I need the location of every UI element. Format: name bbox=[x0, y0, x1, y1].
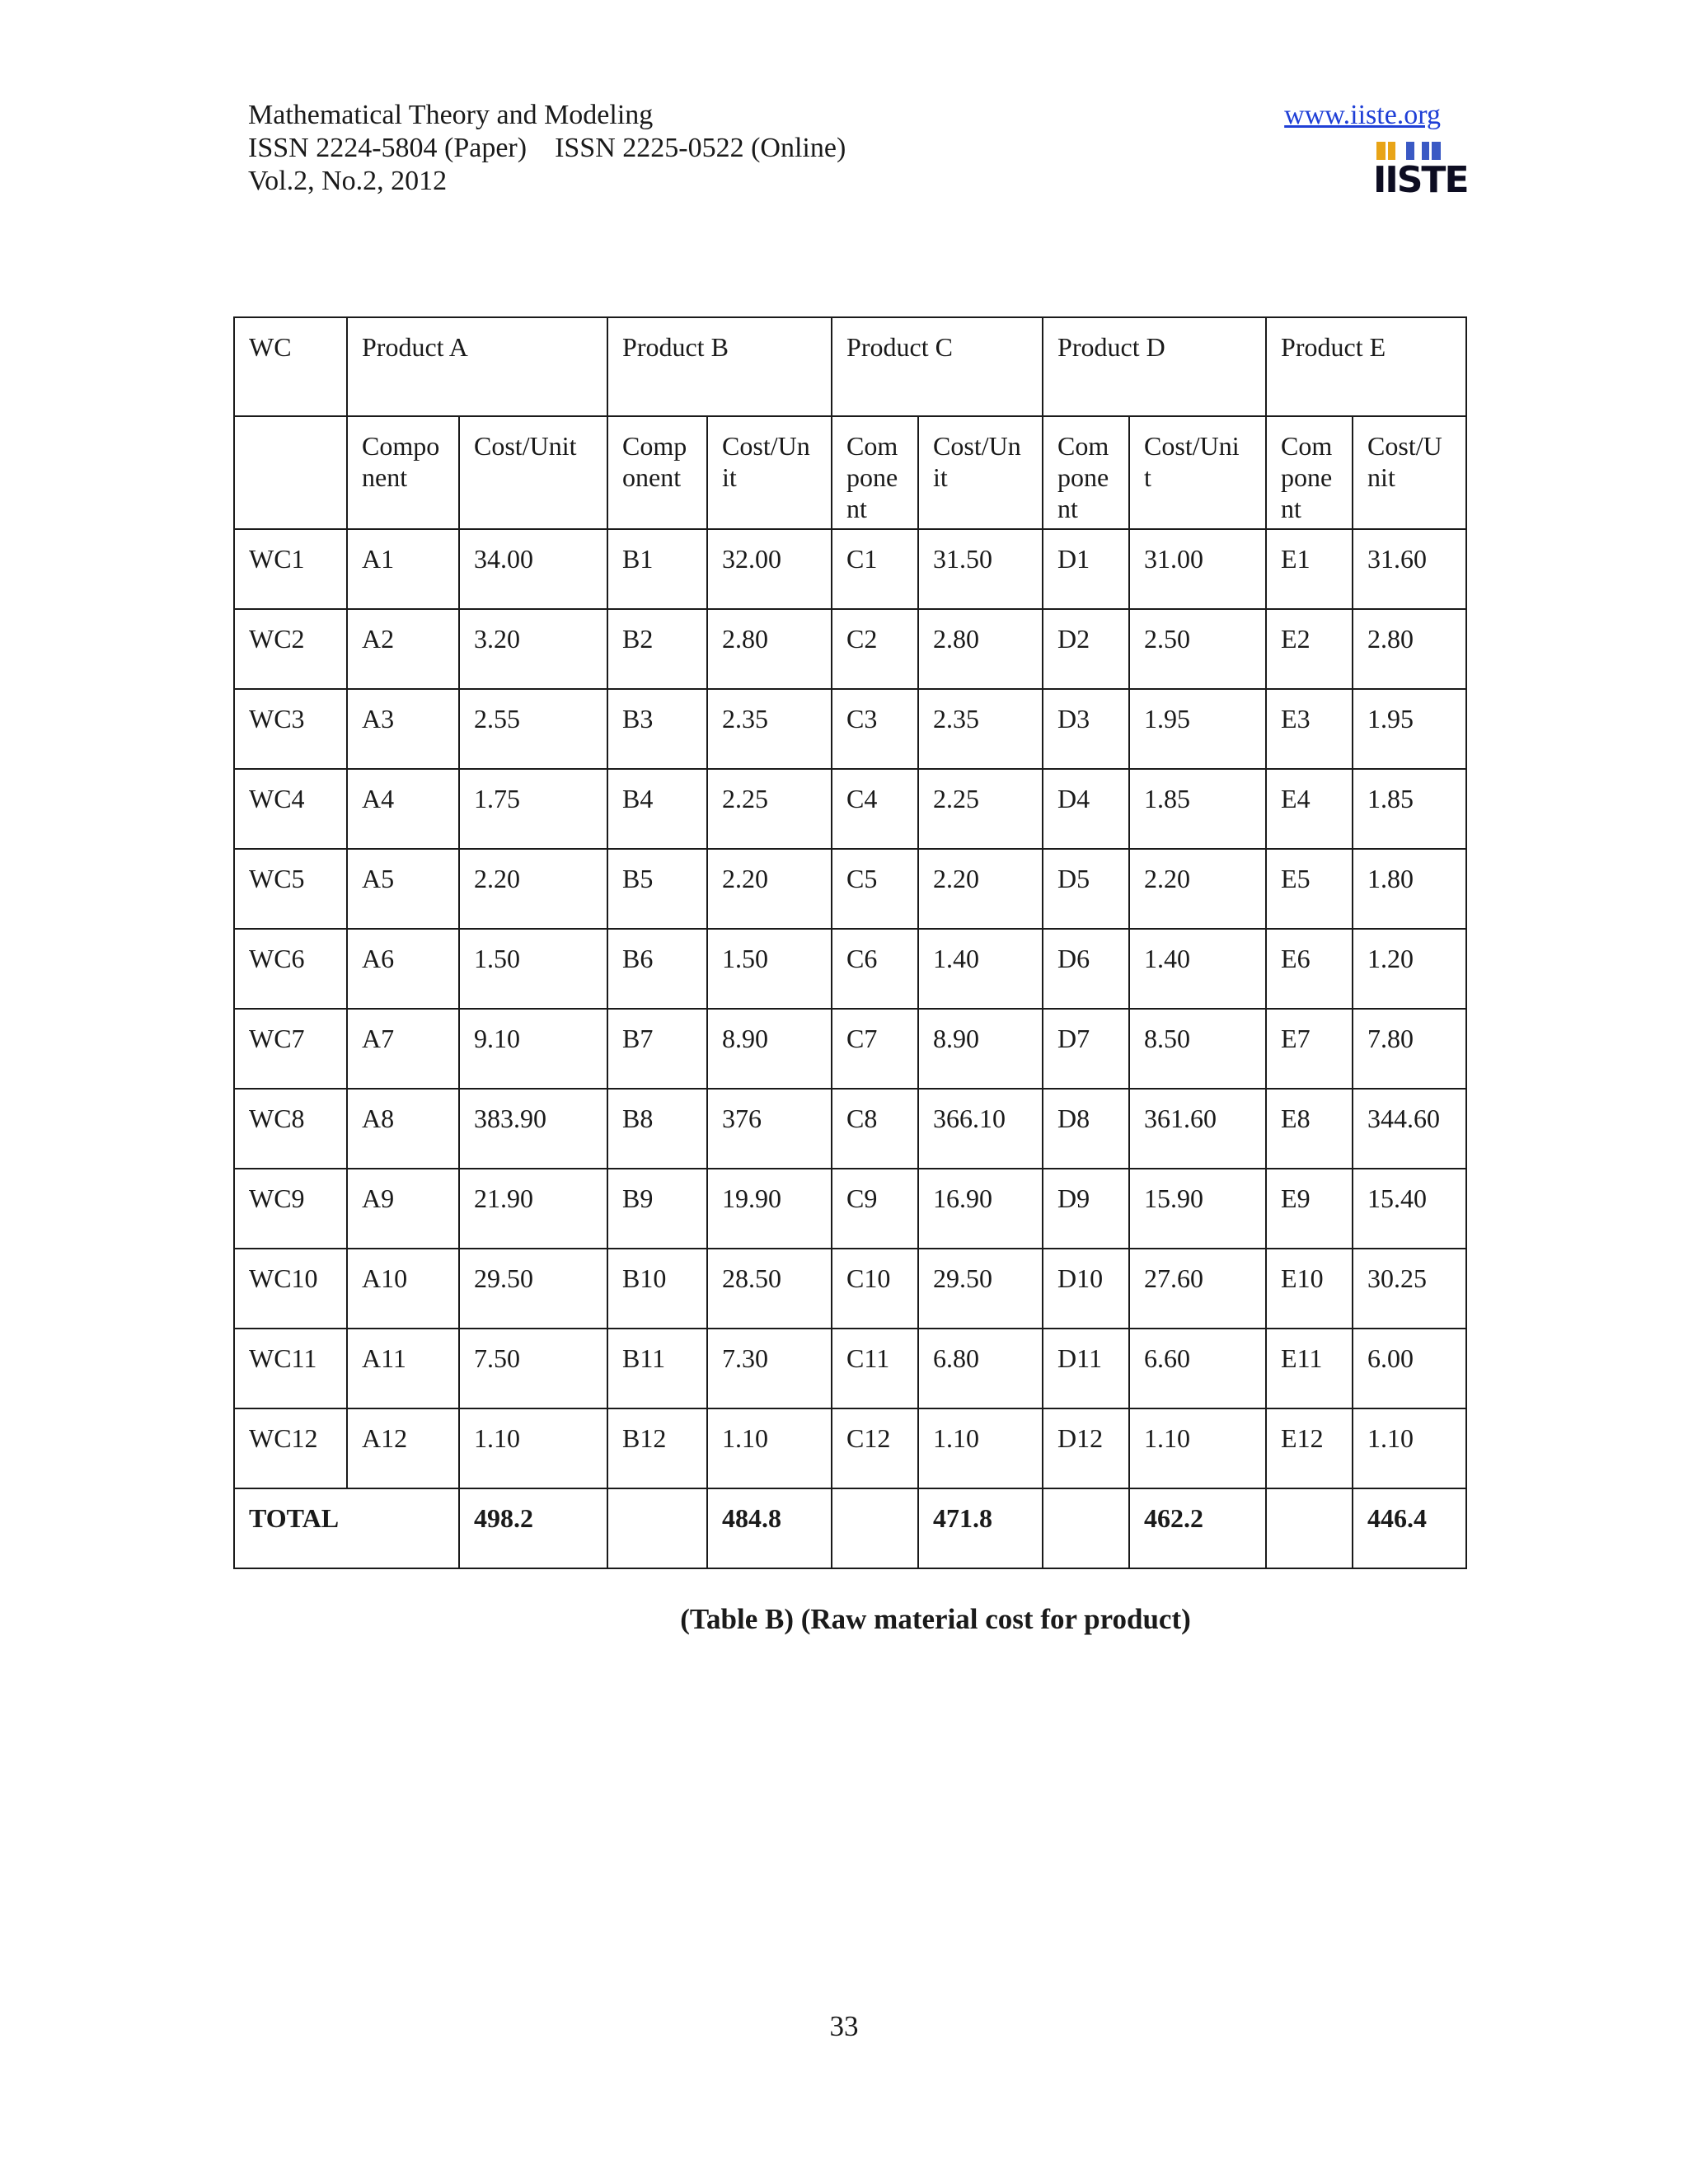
component-cell: E2 bbox=[1266, 609, 1353, 689]
component-cell: E6 bbox=[1266, 929, 1353, 1009]
component-cell: B5 bbox=[607, 849, 707, 929]
component-cell: C10 bbox=[832, 1249, 918, 1329]
cost-cell: 344.60 bbox=[1353, 1089, 1466, 1169]
component-cell: A7 bbox=[347, 1009, 459, 1089]
component-cell: E7 bbox=[1266, 1009, 1353, 1089]
wc-cell: WC1 bbox=[234, 529, 347, 609]
cost-cell: 376 bbox=[707, 1089, 832, 1169]
component-cell: E1 bbox=[1266, 529, 1353, 609]
component-cell: C5 bbox=[832, 849, 918, 929]
logo-bar bbox=[1388, 142, 1395, 160]
cost-cell: 7.50 bbox=[459, 1329, 607, 1408]
cost-cell: 1.75 bbox=[459, 769, 607, 849]
wc-cell: WC12 bbox=[234, 1408, 347, 1488]
component-header-cell: Compo nent bbox=[347, 416, 459, 529]
component-cell: B4 bbox=[607, 769, 707, 849]
component-cell: A8 bbox=[347, 1089, 459, 1169]
cost-cell: 2.80 bbox=[918, 609, 1043, 689]
wc-cell: WC11 bbox=[234, 1329, 347, 1408]
product-header-cell: Product A bbox=[347, 317, 607, 416]
component-cell: A1 bbox=[347, 529, 459, 609]
cost-cell: 1.10 bbox=[459, 1408, 607, 1488]
logo-wordmark: IISTE bbox=[1373, 159, 1468, 201]
component-cell: B2 bbox=[607, 609, 707, 689]
component-cell: E10 bbox=[1266, 1249, 1353, 1329]
cost-cell: 2.20 bbox=[459, 849, 607, 929]
product-header-cell: Product B bbox=[607, 317, 832, 416]
component-cell: D3 bbox=[1043, 689, 1129, 769]
cost-cell: 1.10 bbox=[1353, 1408, 1466, 1488]
cost-cell: 366.10 bbox=[918, 1089, 1043, 1169]
wc-cell: WC4 bbox=[234, 769, 347, 849]
component-cell: C6 bbox=[832, 929, 918, 1009]
cost-cell: 2.35 bbox=[918, 689, 1043, 769]
component-cell: D12 bbox=[1043, 1408, 1129, 1488]
journal-title: Mathematical Theory and Modeling bbox=[248, 100, 654, 130]
cost-cell: 2.80 bbox=[1353, 609, 1466, 689]
component-cell: D11 bbox=[1043, 1329, 1129, 1408]
component-cell: B8 bbox=[607, 1089, 707, 1169]
cost-cell: 6.60 bbox=[1129, 1329, 1266, 1408]
cost-cell: 2.35 bbox=[707, 689, 832, 769]
component-cell: C12 bbox=[832, 1408, 918, 1488]
cost-cell: 8.50 bbox=[1129, 1009, 1266, 1089]
wc-cell: WC6 bbox=[234, 929, 347, 1009]
cost-cell: 34.00 bbox=[459, 529, 607, 609]
component-cell: C8 bbox=[832, 1089, 918, 1169]
logo-bar bbox=[1432, 142, 1441, 160]
journal-issn: ISSN 2224-5804 (Paper) ISSN 2225-0522 (Online) bbox=[248, 133, 846, 163]
empty-cell bbox=[1266, 1488, 1353, 1568]
wc-cell: WC8 bbox=[234, 1089, 347, 1169]
table-row bbox=[234, 1408, 1466, 1488]
component-cell: A2 bbox=[347, 609, 459, 689]
component-cell: B6 bbox=[607, 929, 707, 1009]
empty-cell bbox=[832, 1488, 918, 1568]
cost-cell: 1.10 bbox=[918, 1408, 1043, 1488]
empty-cell bbox=[1043, 1488, 1129, 1568]
table-row bbox=[234, 689, 1466, 769]
wc-cell: WC5 bbox=[234, 849, 347, 929]
table-row bbox=[234, 1009, 1466, 1089]
cost-cell: 29.50 bbox=[459, 1249, 607, 1329]
cost-cell: 1.85 bbox=[1353, 769, 1466, 849]
component-cell: A12 bbox=[347, 1408, 459, 1488]
cost-cell: 361.60 bbox=[1129, 1089, 1266, 1169]
cost-cell: 1.40 bbox=[918, 929, 1043, 1009]
component-cell: D6 bbox=[1043, 929, 1129, 1009]
cost-cell: 2.20 bbox=[707, 849, 832, 929]
cost-cell: 3.20 bbox=[459, 609, 607, 689]
table-row bbox=[234, 609, 1466, 689]
component-cell: B11 bbox=[607, 1329, 707, 1408]
cost-cell: 7.80 bbox=[1353, 1009, 1466, 1089]
component-header-cell: Com pone nt bbox=[1266, 416, 1353, 529]
wc-cell: WC2 bbox=[234, 609, 347, 689]
component-cell: D4 bbox=[1043, 769, 1129, 849]
cost-cell: 2.25 bbox=[707, 769, 832, 849]
component-header-cell: Com pone nt bbox=[1043, 416, 1129, 529]
component-cell: E8 bbox=[1266, 1089, 1353, 1169]
cost-cell: 2.55 bbox=[459, 689, 607, 769]
cost-cell: 2.25 bbox=[918, 769, 1043, 849]
cost-cell: 15.40 bbox=[1353, 1169, 1466, 1249]
logo-bar bbox=[1406, 142, 1414, 160]
cost-cell: 1.85 bbox=[1129, 769, 1266, 849]
table-row bbox=[234, 1329, 1466, 1408]
cost-cell: 1.10 bbox=[707, 1408, 832, 1488]
total-cost-cell: 484.8 bbox=[707, 1488, 832, 1568]
cost-cell: 1.10 bbox=[1129, 1408, 1266, 1488]
component-cell: D5 bbox=[1043, 849, 1129, 929]
component-cell: C9 bbox=[832, 1169, 918, 1249]
component-header-cell: Comp onent bbox=[607, 416, 707, 529]
component-cell: B12 bbox=[607, 1408, 707, 1488]
journal-header bbox=[248, 99, 846, 198]
total-cost-cell: 471.8 bbox=[918, 1488, 1043, 1568]
subheader-row bbox=[234, 416, 1466, 529]
component-cell: D1 bbox=[1043, 529, 1129, 609]
component-cell: A10 bbox=[347, 1249, 459, 1329]
table-row bbox=[234, 529, 1466, 609]
table-row bbox=[234, 849, 1466, 929]
component-cell: A6 bbox=[347, 929, 459, 1009]
cost-cell: 1.40 bbox=[1129, 929, 1266, 1009]
product-header-row bbox=[234, 317, 1466, 416]
wc-cell: WC9 bbox=[234, 1169, 347, 1249]
cost-cell: 30.25 bbox=[1353, 1249, 1466, 1329]
component-cell: E9 bbox=[1266, 1169, 1353, 1249]
cost-cell: 7.30 bbox=[707, 1329, 832, 1408]
component-cell: D2 bbox=[1043, 609, 1129, 689]
journal-volume: Vol.2, No.2, 2012 bbox=[248, 166, 448, 196]
component-cell: C7 bbox=[832, 1009, 918, 1089]
empty-cell bbox=[234, 416, 347, 529]
component-cell: D8 bbox=[1043, 1089, 1129, 1169]
table-caption: (Table B) (Raw material cost for product) bbox=[680, 1603, 1191, 1635]
page-number: 33 bbox=[829, 2010, 859, 2042]
raw-material-cost-table bbox=[233, 316, 1467, 1569]
component-cell: B7 bbox=[607, 1009, 707, 1089]
table-row bbox=[234, 769, 1466, 849]
product-header-cell: Product E bbox=[1266, 317, 1466, 416]
wc-cell: WC7 bbox=[234, 1009, 347, 1089]
component-cell: C3 bbox=[832, 689, 918, 769]
cost-cell: 9.10 bbox=[459, 1009, 607, 1089]
iiste-logo bbox=[1373, 140, 1468, 206]
component-cell: C2 bbox=[832, 609, 918, 689]
component-cell: B1 bbox=[607, 529, 707, 609]
cost-cell: 19.90 bbox=[707, 1169, 832, 1249]
total-cost-cell: 498.2 bbox=[459, 1488, 607, 1568]
cost-cell: 8.90 bbox=[707, 1009, 832, 1089]
table-row bbox=[234, 1089, 1466, 1169]
cost-cell: 31.00 bbox=[1129, 529, 1266, 609]
cost-cell: 29.50 bbox=[918, 1249, 1043, 1329]
total-cost-cell: 462.2 bbox=[1129, 1488, 1266, 1568]
cost-cell: 1.50 bbox=[707, 929, 832, 1009]
component-cell: A11 bbox=[347, 1329, 459, 1408]
cost-cell: 16.90 bbox=[918, 1169, 1043, 1249]
cost-cell: 1.80 bbox=[1353, 849, 1466, 929]
cost-cell: 2.50 bbox=[1129, 609, 1266, 689]
cost-cell: 1.95 bbox=[1129, 689, 1266, 769]
component-cell: C4 bbox=[832, 769, 918, 849]
cost-cell: 31.60 bbox=[1353, 529, 1466, 609]
total-label-cell: TOTAL bbox=[234, 1488, 459, 1568]
logo-bar bbox=[1376, 142, 1386, 160]
total-row bbox=[234, 1488, 1466, 1568]
component-cell: E5 bbox=[1266, 849, 1353, 929]
component-cell: D10 bbox=[1043, 1249, 1129, 1329]
cost-cell: 6.80 bbox=[918, 1329, 1043, 1408]
component-cell: E4 bbox=[1266, 769, 1353, 849]
wc-cell: WC3 bbox=[234, 689, 347, 769]
cost-unit-header-cell: Cost/U nit bbox=[1353, 416, 1466, 529]
component-cell: D9 bbox=[1043, 1169, 1129, 1249]
cost-cell: 28.50 bbox=[707, 1249, 832, 1329]
component-cell: C11 bbox=[832, 1329, 918, 1408]
total-cost-cell: 446.4 bbox=[1353, 1488, 1466, 1568]
cost-cell: 6.00 bbox=[1353, 1329, 1466, 1408]
empty-cell bbox=[607, 1488, 707, 1568]
cost-cell: 2.20 bbox=[918, 849, 1043, 929]
component-cell: A5 bbox=[347, 849, 459, 929]
cost-cell: 31.50 bbox=[918, 529, 1043, 609]
cost-cell: 32.00 bbox=[707, 529, 832, 609]
cost-cell: 1.20 bbox=[1353, 929, 1466, 1009]
cost-cell: 27.60 bbox=[1129, 1249, 1266, 1329]
cost-cell: 21.90 bbox=[459, 1169, 607, 1249]
cost-unit-header-cell: Cost/Un it bbox=[918, 416, 1043, 529]
logo-bar bbox=[1422, 142, 1429, 160]
cost-unit-header-cell: Cost/Un it bbox=[707, 416, 832, 529]
cost-cell: 2.20 bbox=[1129, 849, 1266, 929]
component-cell: E11 bbox=[1266, 1329, 1353, 1408]
component-cell: C1 bbox=[832, 529, 918, 609]
cost-cell: 15.90 bbox=[1129, 1169, 1266, 1249]
wc-cell: WC10 bbox=[234, 1249, 347, 1329]
cost-cell: 1.50 bbox=[459, 929, 607, 1009]
cost-cell: 8.90 bbox=[918, 1009, 1043, 1089]
cost-unit-header-cell: Cost/Unit bbox=[459, 416, 607, 529]
table-row bbox=[234, 1169, 1466, 1249]
component-cell: B9 bbox=[607, 1169, 707, 1249]
cost-cell: 1.95 bbox=[1353, 689, 1466, 769]
component-cell: D7 bbox=[1043, 1009, 1129, 1089]
product-header-cell: Product C bbox=[832, 317, 1043, 416]
component-cell: E3 bbox=[1266, 689, 1353, 769]
component-cell: E12 bbox=[1266, 1408, 1353, 1488]
cost-cell: 2.80 bbox=[707, 609, 832, 689]
wc-header-cell: WC bbox=[234, 317, 347, 416]
cost-cell: 383.90 bbox=[459, 1089, 607, 1169]
component-cell: B3 bbox=[607, 689, 707, 769]
component-cell: B10 bbox=[607, 1249, 707, 1329]
table-row bbox=[234, 929, 1466, 1009]
component-cell: A9 bbox=[347, 1169, 459, 1249]
journal-website-link[interactable]: www.iiste.org bbox=[1284, 100, 1441, 130]
product-header-cell: Product D bbox=[1043, 317, 1266, 416]
logo-bars bbox=[1376, 142, 1441, 160]
cost-unit-header-cell: Cost/Uni t bbox=[1129, 416, 1266, 529]
component-cell: A3 bbox=[347, 689, 459, 769]
component-cell: A4 bbox=[347, 769, 459, 849]
component-header-cell: Com pone nt bbox=[832, 416, 918, 529]
table-row bbox=[234, 1249, 1466, 1329]
